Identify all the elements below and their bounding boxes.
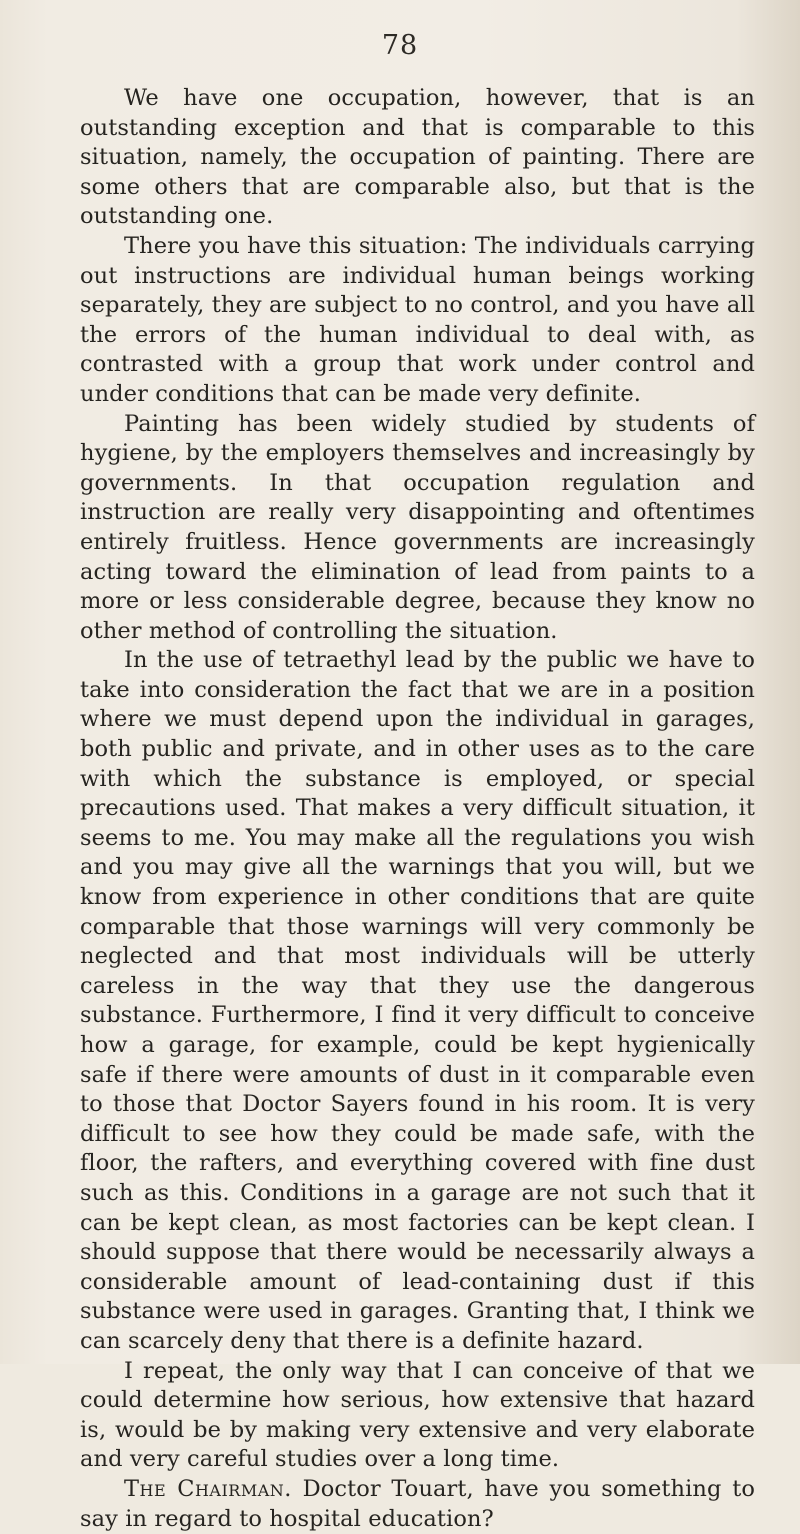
paragraph-2: There you have this situation: The individuals carrying out instructions are individual human beings working separately, they are subject to no control, and you have all the errors of the human individual to deal with, as contrasted with a group that work under control and under conditions that can be made very definite. (80, 232, 755, 407)
paragraph-3: Painting has been widely studied by students of hygiene, by the employers themselves and increasingly by governments. In that occupation regulation and instruction are really very disappointing and oftentimes entirely fruitless. Hence governments are increasingly acting toward the elimination of lead from paints to a more or less considerable degree, because they know no other method of controlling the situation. (80, 410, 755, 644)
body-text (80, 84, 755, 1534)
paragraph-chairman (80, 1475, 755, 1534)
chairman-question: Doctor Touart, have you something to say in regard to hospital education? (80, 1475, 755, 1532)
speaker-name: The Chairman. (124, 1475, 292, 1502)
paragraph-5: I repeat, the only way that I can conceive of that we could determine how serious, how extensive that hazard is, would be by making very extensive and very elaborate and very careful studies over a long time. (80, 1357, 755, 1473)
paragraph-4: In the use of tetraethyl lead by the public we have to take into consideration the fact that we are in a position where we must depend upon the individual in garages, both public and private, and in other uses as to the care with which the substance is employed, or special precautions used. That makes a very difficult situation, it seems to me. You may make all the regulations you wish and you may give all the warnings that you will, but we know from experience in other conditions that are quite comparable that those warnings will very commonly be neglected and that most individuals will be utterly careless in the way that they use the dangerous substance. Furthermore, I find it very difficult to conceive how a garage, for example, could be kept hygienically safe if there were amounts of dust in it comparable even to those that Doctor Sayers found in his room. It is very difficult to see how they could be made safe, with the floor, the rafters, and everything covered with fine dust such as this. Conditions in a garage are not such that it can be kept clean, as most factories can be kept clean. I should suppose that there would be necessarily always a considerable amount of lead-containing dust if this substance were used in garages. Granting that, I think we can scarcely deny that there is a definite hazard. (80, 647, 755, 1354)
paragraph-1: We have one occupation, however, that is an outstanding exception and that is comparable to this situation, namely, the occupation of painting. There are some others that are comparable also, but that is the outstanding one. (80, 85, 755, 230)
page-number: 78 (381, 30, 419, 61)
